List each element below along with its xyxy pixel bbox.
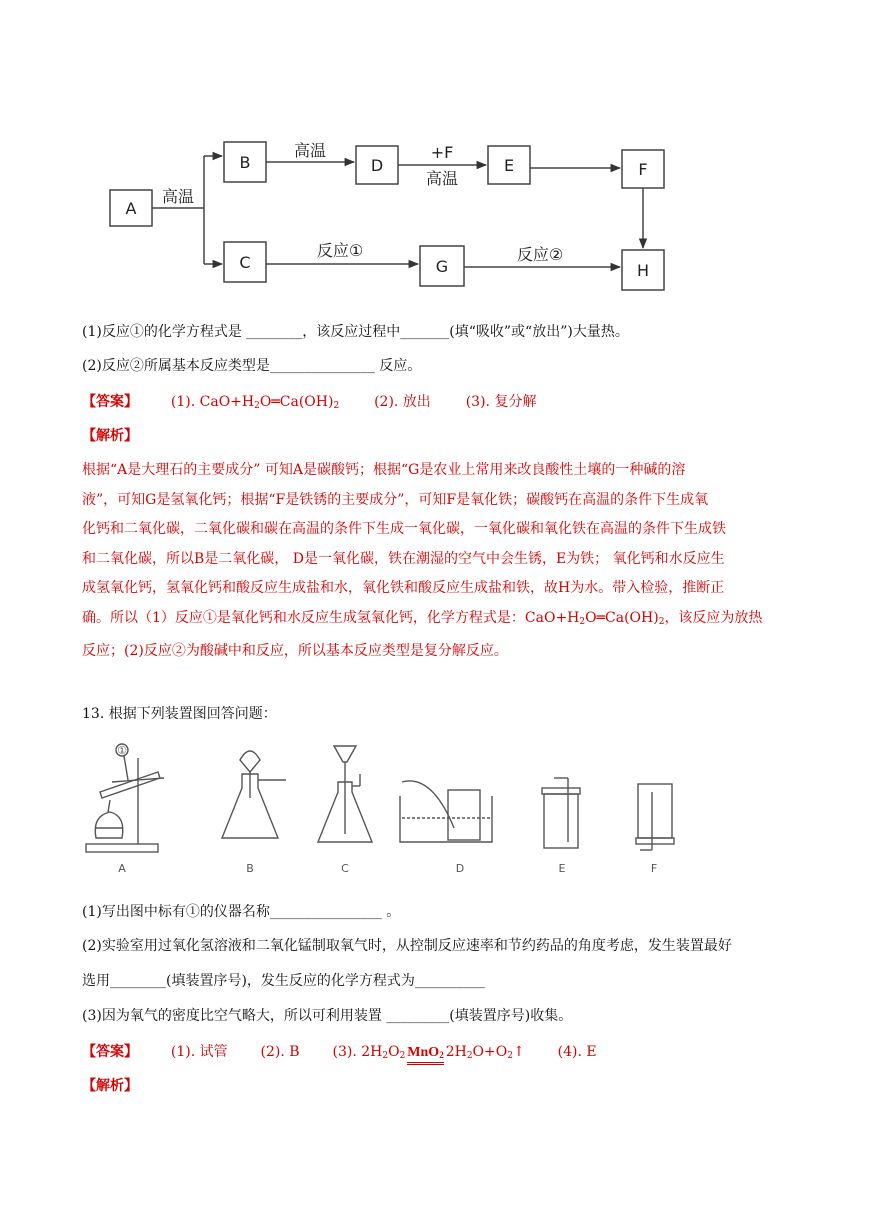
q12-part2: (2)反应②所属基本反应类型是_______________ 反应。: [82, 358, 422, 374]
node-e-label: E: [503, 156, 515, 175]
q12-part1: (1)反应①的化学方程式是 ________，该反应过程中_______(填“吸收”或“放出”)大量热。: [82, 324, 629, 340]
answer-1: (1). $CaO+H_2O═Ca(OH)_2$: [170, 394, 340, 411]
analysis-tag: 【解析】: [82, 1078, 138, 1094]
answer-3: (3). $2H_2O_2$ MnO$_2$ $2H_2O+O_2↑$: [332, 1044, 524, 1060]
label-b-d: 高温: [293, 141, 327, 160]
node-d-label: D: [370, 156, 384, 175]
node-f-label: F: [638, 160, 648, 179]
answer-tag: 【答案】: [82, 394, 138, 410]
node-b-label: B: [239, 153, 251, 172]
apparatus-d-label: D: [455, 862, 465, 875]
analysis-line: 确。所以（1）反应①是氧化钙和水反应生成氢氧化钙，化学方程式是：$CaO+H_2O═Ca(OH)_2$，该反应为放热: [82, 609, 763, 627]
apparatus-figure: [82, 738, 702, 878]
node-g-label: G: [435, 257, 449, 276]
catalyst-label: MnO$_2$: [405, 1042, 445, 1065]
node-c-label: C: [239, 253, 251, 272]
analysis-tag: 【解析】: [82, 428, 138, 444]
q12-analysis: [82, 456, 794, 667]
label-d-e-bottom: 高温: [425, 169, 459, 188]
apparatus-a-label: A: [118, 862, 126, 875]
apparatus-e-label: E: [558, 862, 566, 875]
answer-tag: 【答案】: [82, 1044, 138, 1060]
q13-title: 13. 根据下列装置图回答问题：: [82, 706, 277, 722]
apparatus-f-label: F: [650, 862, 658, 875]
label-g-h: 反应②: [516, 245, 564, 264]
analysis-line: 根据“A是大理石的主要成分” 可知A是碳酸钙；根据“G是农业上常用来改良酸性土壤的一种碱的溶: [82, 462, 686, 478]
answer-3: (3). 复分解: [465, 394, 537, 410]
q13-part2b: 选用________(填装置序号)，发生反应的化学方程式为__________: [82, 973, 485, 989]
node-a-label: A: [125, 199, 137, 218]
node-h-label: H: [636, 261, 650, 280]
analysis-line: 和二氧化碳，所以B是二氧化碳， D是一氧化碳，铁在潮湿的空气中会生锈，E为铁； 氧化钙和水反应生: [82, 550, 725, 567]
answer-2: (2). 放出: [374, 394, 431, 410]
answer-1: (1). 试管: [170, 1044, 228, 1060]
answer-2: (2). B: [260, 1044, 300, 1060]
reaction-flowchart: [100, 128, 680, 300]
label-a-split: 高温: [161, 187, 195, 206]
apparatus-b-label: B: [246, 862, 254, 875]
q12-answer: [82, 392, 536, 416]
q13-part1: (1)写出图中标有①的仪器名称________________ 。: [82, 904, 401, 920]
analysis-line: 成氢氧化钙，氢氧化钙和酸反应生成盐和水，氧化铁和酸反应生成盐和铁，故H为水。带入检验，推断正: [82, 580, 725, 596]
q13-part2a: (2)实验室用过氧化氢溶液和二氧化锰制取氧气时，从控制反应速率和节约药品的角度考虑，发生装置最好: [82, 938, 732, 954]
q13-part3: (3)因为氧气的密度比空气略大，所以可利用装置 _________(填装置序号)收集。: [82, 1008, 573, 1024]
gas-up-icon: ↑: [512, 1044, 525, 1060]
answer-4: (4). E: [557, 1044, 597, 1060]
q13-answer: [82, 1042, 597, 1066]
analysis-line: 液”，可知G是氢氧化钙；根据“F是铁锈的主要成分”，可知F是氧化铁；碳酸钙在高温的条件下生成氧: [82, 491, 709, 508]
marker-label: ①: [117, 744, 127, 757]
label-d-e-top: +F: [430, 143, 454, 162]
analysis-line: 化钙和二氧化碳，二氧化碳和碳在高温的条件下生成一氧化碳，一氧化碳和氧化铁在高温的条件下生成铁: [82, 521, 726, 537]
label-c-g: 反应①: [316, 241, 364, 260]
apparatus-c-label: C: [341, 862, 349, 875]
analysis-line: 反应；(2)反应②为酸碱中和反应，所以基本反应类型是复分解反应。: [82, 643, 508, 659]
